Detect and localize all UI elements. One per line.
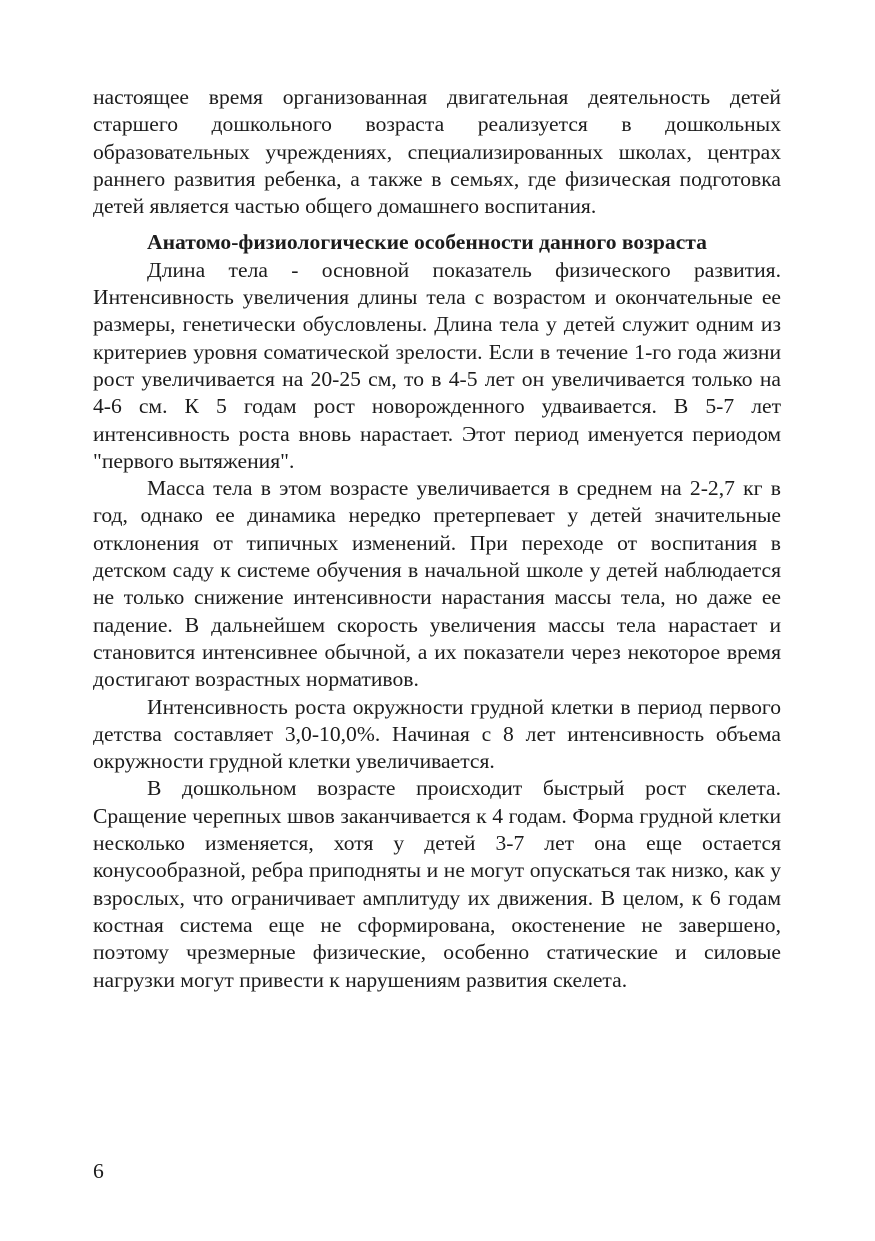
page-body bbox=[93, 84, 781, 994]
page-number: 6 bbox=[93, 1159, 104, 1183]
paragraph-chest-circumference: Интенсивность роста окружности грудной клетки в период первого детства составляет 3,0-10,0%. Начиная с 8 лет интенсивность объема окружности грудной клетки увеличивается. bbox=[93, 694, 781, 774]
paragraph-body-length: Длина тела - основной показатель физического развития. Интенсивность увеличения длины тела с возрастом и окончательные ее размеры, генетически обусловлены. Длина тела у детей служит одним из критериев уровня соматической зрелости. Если в течение 1-го года жизни рост увеличивается на 20-25 см, то в 4-5 лет он увеличивается только на 4-6 см. К 5 годам рост новорожденного удваивается. В 5-7 лет интенсивность роста вновь нарастает. Этот период именуется периодом "первого вытяжения". bbox=[93, 257, 781, 473]
paragraph-body-mass: Масса тела в этом возрасте увеличивается в среднем на 2-2,7 кг в год, однако ее динамика нередко претерпевает у детей значительные отклонения от типичных изменений. При переходе от воспитания в детском саду к системе обучения в начальной школе у детей наблюдается не только снижение интенсивности нарастания массы тела, но даже ее падение. В дальнейшем скорость увеличения массы тела нарастает и становится интенсивнее обычной, а их показатели через некоторое время достигают возрастных нормативов. bbox=[93, 476, 781, 692]
paragraph-skeleton-growth: В дошкольном возрасте происходит быстрый рост скелета. Сращение черепных швов заканчивается к 4 годам. Форма грудной клетки несколько изменяется, хотя у детей 3-7 лет она еще остается конусообразной, ребра приподняты и не могут опускаться так низко, как у взрослых, что ограничивает амплитуду их движения. В целом, к 6 годам костная система еще не сформирована, окостенение не завершено, поэтому чрезмерные физические, особенно статические и силовые нагрузки могут привести к нарушениям развития скелета. bbox=[93, 776, 781, 992]
intro-paragraph: настоящее время организованная двигательная деятельность детей старшего дошкольного возраста реализуется в дошкольных образовательных учреждениях, специализированных школах, центрах раннего развития ребенка, а также в семьях, где физическая подготовка детей является частью общего домашнего воспитания. bbox=[93, 85, 781, 219]
section-heading: Анатомо-физиологические особенности данного возраста bbox=[147, 230, 707, 255]
